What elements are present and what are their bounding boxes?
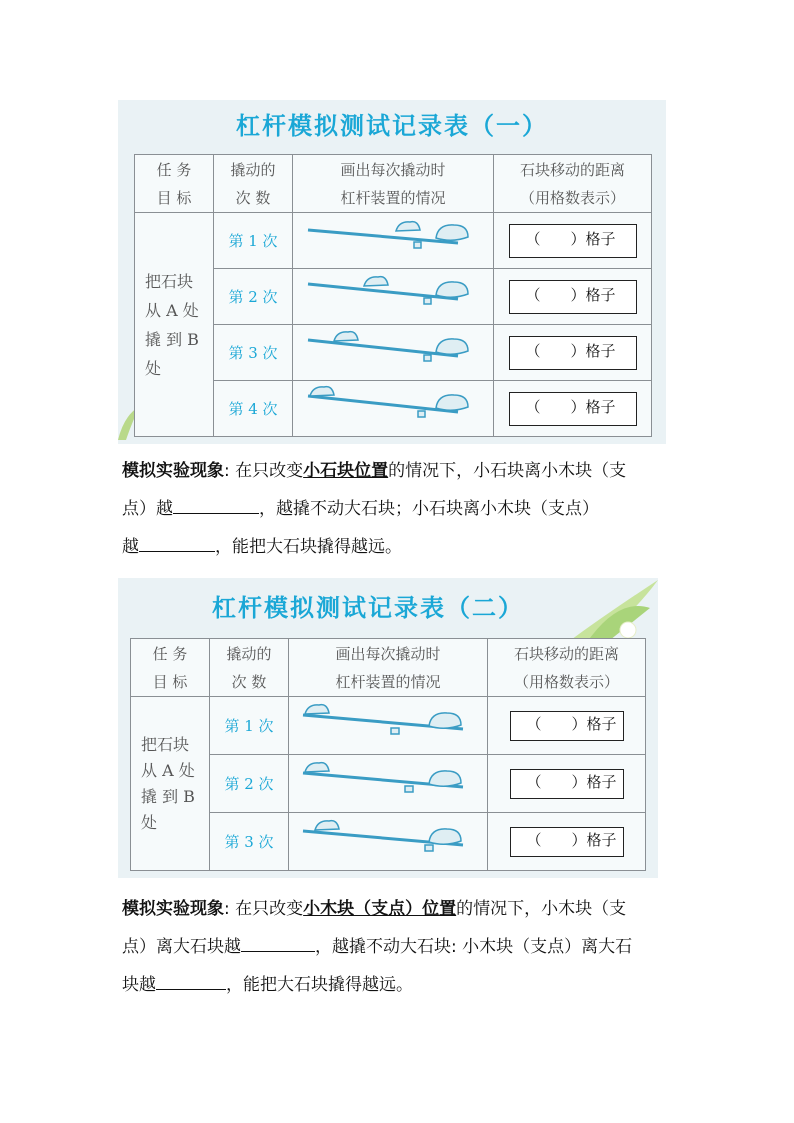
lever-icon bbox=[298, 328, 488, 368]
observation-text: 点）越 bbox=[122, 499, 173, 519]
distance-cell bbox=[494, 381, 652, 437]
observation-text: ，越撬不动大石块: 小木块（支点）离大石 bbox=[315, 937, 633, 957]
distance-answer-box[interactable]: （ ）格子 bbox=[510, 769, 624, 799]
header-task: 任 务 目 标 bbox=[131, 639, 210, 697]
distance-answer-box[interactable]: （ ）格子 bbox=[510, 827, 624, 857]
lever-icon bbox=[293, 759, 483, 799]
distance-answer-box[interactable]: （ ）格子 bbox=[509, 224, 637, 258]
distance-cell bbox=[488, 755, 646, 813]
header-count: 撬动的 次 数 bbox=[210, 639, 289, 697]
turn-label: 第 3 次 bbox=[214, 325, 293, 381]
lever-icon bbox=[293, 701, 483, 741]
header-count: 撬动的 次 数 bbox=[214, 155, 293, 213]
distance-answer-box[interactable]: （ ）格子 bbox=[509, 392, 637, 426]
record-table-2-panel bbox=[118, 578, 658, 878]
lever-drawing bbox=[293, 269, 494, 325]
task-cell: 把石块 从 A 处 撬 到 B 处 bbox=[135, 213, 214, 437]
answer-blank[interactable] bbox=[156, 969, 226, 990]
observation-text: ，越撬不动大石块；小石块离小木块（支点） bbox=[259, 499, 599, 519]
distance-answer-box[interactable]: （ ）格子 bbox=[510, 711, 624, 741]
header-drawing: 画出每次撬动时 杠杆装置的情况 bbox=[293, 155, 494, 213]
record-table-1-panel bbox=[118, 100, 666, 444]
record-table-1 bbox=[134, 154, 652, 437]
observation-lead: 模拟实验现象 bbox=[122, 461, 224, 481]
lever-drawing bbox=[289, 697, 488, 755]
lever-drawing bbox=[293, 325, 494, 381]
observation-text: ，能把大石块撬得越远。 bbox=[215, 537, 402, 557]
lever-icon bbox=[298, 216, 488, 256]
task-cell: 把石块 从 A 处 撬 到 B 处 bbox=[131, 697, 210, 871]
observation-text: 越 bbox=[122, 537, 139, 557]
observation-text: ，能把大石块撬得越远。 bbox=[226, 975, 413, 995]
record-table-1-title: 杠杆模拟测试记录表（一） bbox=[236, 112, 548, 140]
turn-label: 第 4 次 bbox=[214, 381, 293, 437]
turn-label: 第 2 次 bbox=[214, 269, 293, 325]
observation-lead: 模拟实验现象 bbox=[122, 899, 224, 919]
turn-label: 第 1 次 bbox=[210, 697, 289, 755]
distance-cell bbox=[494, 325, 652, 381]
observation-text: : 在只改变 bbox=[224, 461, 304, 481]
distance-answer-box[interactable]: （ ）格子 bbox=[509, 336, 637, 370]
observation-text: 点）离大石块越 bbox=[122, 937, 241, 957]
turn-label: 第 2 次 bbox=[210, 755, 289, 813]
observation-text: 的情况下，小木块（支 bbox=[456, 899, 627, 919]
answer-blank[interactable] bbox=[139, 531, 215, 552]
observation-key: 小石块位置 bbox=[303, 461, 389, 481]
header-distance: 石块移动的距离 （用格数表示） bbox=[494, 155, 652, 213]
answer-blank[interactable] bbox=[173, 493, 259, 514]
lever-icon bbox=[298, 384, 488, 424]
distance-cell bbox=[494, 269, 652, 325]
distance-answer-box[interactable]: （ ）格子 bbox=[509, 280, 637, 314]
observation-paragraph-1 bbox=[122, 452, 682, 566]
observation-text: : 在只改变 bbox=[224, 899, 304, 919]
distance-cell bbox=[488, 813, 646, 871]
turn-label: 第 3 次 bbox=[210, 813, 289, 871]
lever-drawing bbox=[289, 813, 488, 871]
lever-icon bbox=[293, 817, 483, 857]
distance-cell bbox=[494, 213, 652, 269]
observation-key: 小木块（支点）位置 bbox=[303, 899, 457, 919]
header-task: 任 务 目 标 bbox=[135, 155, 214, 213]
lever-drawing bbox=[289, 755, 488, 813]
observation-paragraph-2 bbox=[122, 890, 682, 1004]
observation-text: 块越 bbox=[122, 975, 156, 995]
turn-label: 第 1 次 bbox=[214, 213, 293, 269]
answer-blank[interactable] bbox=[241, 931, 315, 952]
lever-icon bbox=[298, 272, 488, 312]
record-table-2-title: 杠杆模拟测试记录表（二） bbox=[212, 594, 524, 622]
observation-text: 的情况下，小石块离小木块（支 bbox=[388, 461, 627, 481]
header-drawing: 画出每次撬动时 杠杆装置的情况 bbox=[289, 639, 488, 697]
distance-cell bbox=[488, 697, 646, 755]
lever-drawing bbox=[293, 213, 494, 269]
record-table-2 bbox=[130, 638, 646, 871]
header-distance: 石块移动的距离 （用格数表示） bbox=[488, 639, 646, 697]
lever-drawing bbox=[293, 381, 494, 437]
